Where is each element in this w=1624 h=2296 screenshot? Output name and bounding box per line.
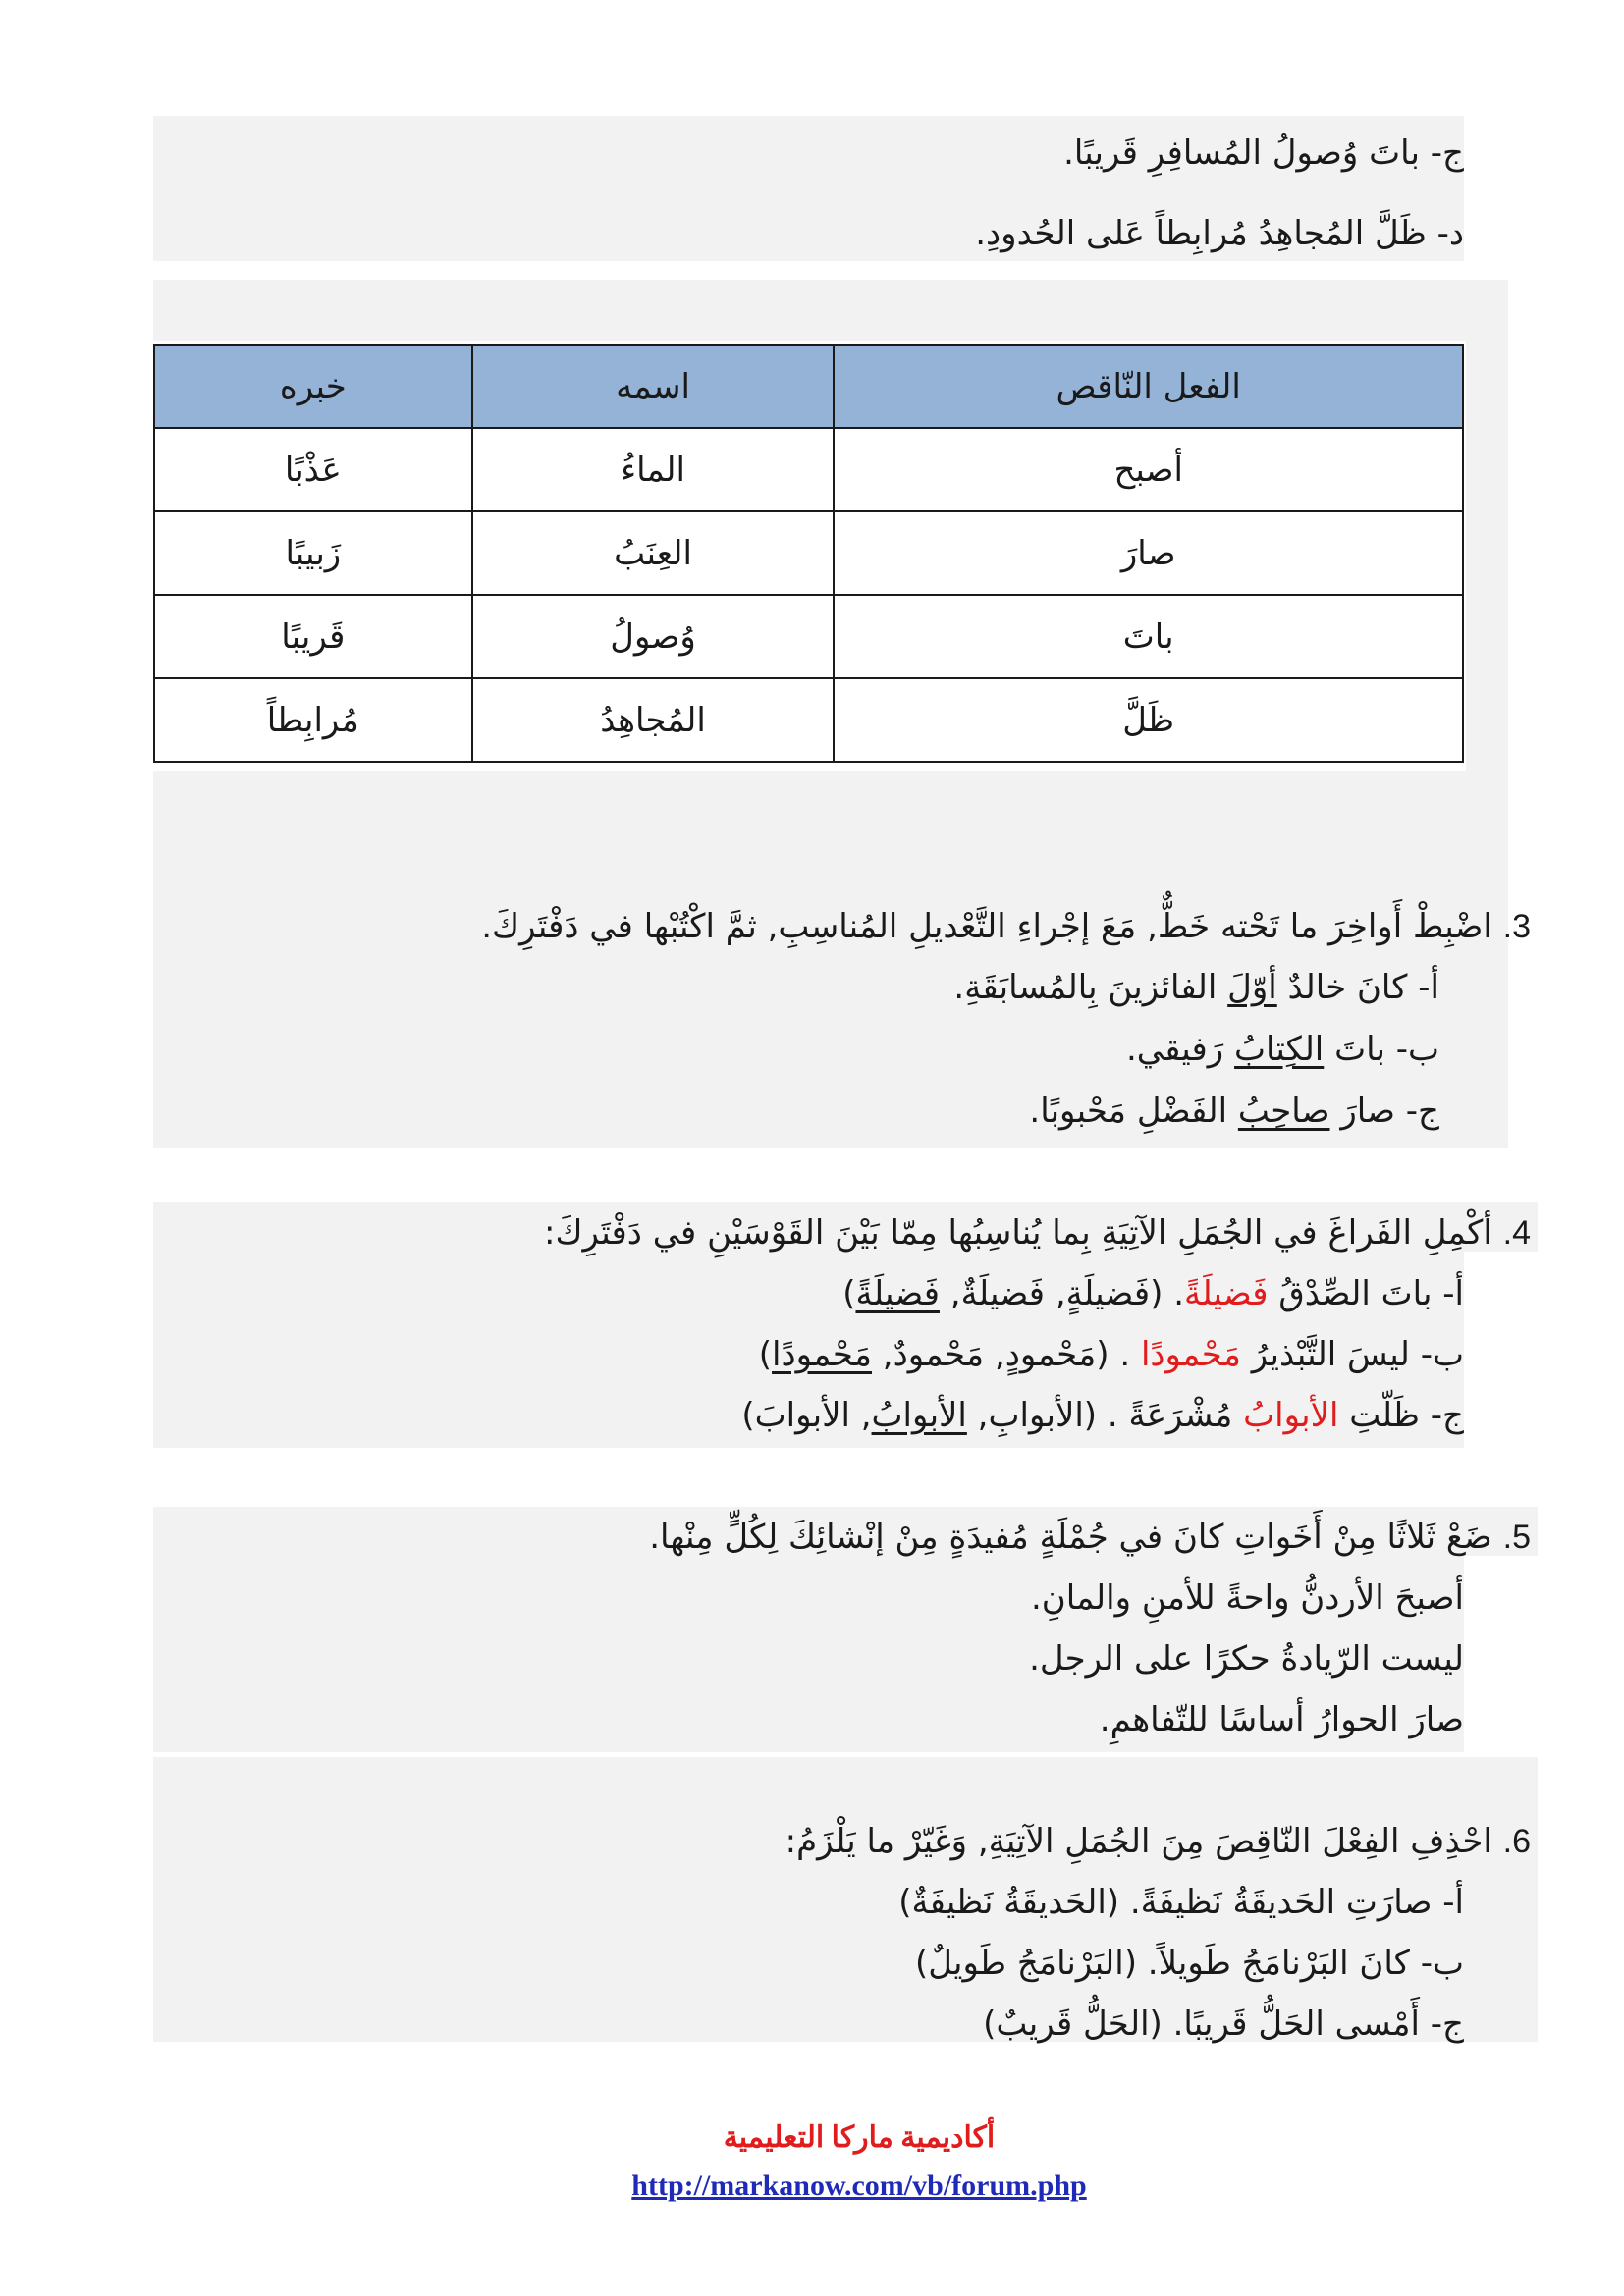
q3-a-pre: أ- كانَ خالدٌ bbox=[1276, 968, 1439, 1007]
q3-a-post: الفائزينَ بِالمُسابَقَةِ. bbox=[953, 968, 1228, 1007]
q5-prompt bbox=[649, 1514, 1531, 1561]
table-cell: الماءُ bbox=[472, 428, 835, 511]
q6-text: احْذِفِ الفِعْلَ النّاقِصَ مِنَ الجُمَلِ الآتِيَةِ, وَغَيّرْ ما يَلْزَمُ: bbox=[785, 1822, 1492, 1861]
q3-b-post: رَفيقي. bbox=[1125, 1030, 1235, 1069]
q4-item-a bbox=[842, 1270, 1464, 1317]
table-cell: المُجاهِدُ bbox=[472, 678, 835, 762]
q4-text: أكْمِلِ الفَراغَ في الجُمَلِ الآتِيَةِ بِما يُناسِبُها مِمّا بَيْنَ القَوْسَيْنِ في دَفْتَرِكَ: bbox=[544, 1213, 1492, 1253]
table-cell: ظَلَّ bbox=[834, 678, 1463, 762]
table-header-row bbox=[154, 345, 1463, 428]
table-row bbox=[154, 511, 1463, 595]
q3-item-c bbox=[1029, 1088, 1439, 1135]
q5-line-2: ليست الرّيادةُ حكرًا على الرجل. bbox=[1029, 1639, 1464, 1679]
q6-prompt bbox=[785, 1818, 1531, 1865]
q4-b-pre: ب- ليسَ التَّبْذيرُ bbox=[1240, 1335, 1464, 1374]
table-cell: قَريبًا bbox=[154, 595, 472, 678]
table-row bbox=[154, 678, 1463, 762]
header-predicate: خبره bbox=[154, 345, 472, 428]
shade-table-band-top bbox=[153, 280, 1508, 341]
table-cell: زَبيبًا bbox=[154, 511, 472, 595]
table-row bbox=[154, 428, 1463, 511]
table-cell: أصبح bbox=[834, 428, 1463, 511]
q3-c-underlined: صاحِبُ bbox=[1237, 1092, 1330, 1131]
q4-b-choices-end: ) bbox=[758, 1335, 773, 1374]
q5-text: ضَعْ ثَلاثًا مِنْ أَخَواتِ كانَ في جُمْلَةٍ مُفيدَةٍ مِنْ إنْشائِكَ لِكُلٍّ مِنْها. bbox=[649, 1518, 1492, 1557]
naqis-table bbox=[153, 344, 1464, 763]
q4-b-choice-underlined: مَحْمودًا bbox=[772, 1335, 872, 1374]
q4-b-answer: مَحْمودًا bbox=[1140, 1335, 1241, 1374]
q3-number: 3. bbox=[1502, 908, 1531, 945]
q4-c-pre: ج- ظَلّتِ bbox=[1338, 1396, 1464, 1435]
q4-c-choice-underlined: الأبوابُ bbox=[871, 1396, 967, 1435]
table-cell: العِنَبُ bbox=[472, 511, 835, 595]
q3-item-a bbox=[953, 964, 1439, 1011]
footer-link[interactable]: http://markanow.com/vb/forum.php bbox=[631, 2169, 1087, 2202]
sentence-j: ج- باتَ وُصولُ المُسافِرِ قَريبًا. bbox=[1063, 133, 1464, 173]
q4-a-choices-end: ) bbox=[842, 1274, 856, 1313]
q4-number: 4. bbox=[1502, 1214, 1531, 1252]
q4-a-choice-underlined: فَضيلَةً bbox=[855, 1274, 940, 1313]
q6-number: 6. bbox=[1502, 1823, 1531, 1860]
q5-number: 5. bbox=[1502, 1519, 1531, 1556]
q4-a-answer: فَضيلَةً bbox=[1184, 1274, 1269, 1313]
table-cell: صارَ bbox=[834, 511, 1463, 595]
q3-b-pre: ب- باتَ bbox=[1324, 1030, 1439, 1069]
q3-b-underlined: الكِتابُ bbox=[1234, 1030, 1325, 1069]
q4-item-c bbox=[741, 1392, 1464, 1439]
q6-item-a: أ- صارَتِ الحَديقَةُ نَظيفَةً. (الحَديقَةُ نَظيفَةٌ) bbox=[898, 1883, 1464, 1922]
table-cell: مُرابِطاً bbox=[154, 678, 472, 762]
q3-text: اضْبِطْ أَواخِرَ ما تَحْته خَطٌّ, مَعَ إجْراءِ التَّعْديلِ المُناسِبِ, ثمَّ اكْتُبْها في دَفْتَرِكَ. bbox=[481, 907, 1492, 946]
q4-c-choices-end: , الأبوابَ) bbox=[741, 1396, 872, 1435]
header-subject: اسمه bbox=[472, 345, 835, 428]
q3-c-post: الفَضْلِ مَحْبوبًا. bbox=[1029, 1092, 1238, 1131]
shade-mid bbox=[153, 771, 1508, 903]
table-cell: عَذْبًا bbox=[154, 428, 472, 511]
shade-table-band-right bbox=[1466, 339, 1508, 771]
table-cell: باتَ bbox=[834, 595, 1463, 678]
q4-a-choices: . (فَضيلَةٍ, فَضيلَةٌ, bbox=[939, 1274, 1185, 1313]
q4-a-pre: أ- باتَ الصِّدْقُ bbox=[1268, 1274, 1464, 1313]
q4-c-answer: الأبوابُ bbox=[1243, 1396, 1339, 1435]
q6-item-c: ج- أَمْسى الحَلُّ قَريبًا. (الحَلُّ قَريبٌ) bbox=[983, 2004, 1464, 2044]
footer-title: أكاديمية ماركا التعليمية bbox=[723, 2121, 996, 2154]
q4-prompt bbox=[544, 1209, 1531, 1256]
q4-c-choices: مُشْرَعَةً . (الأبوابِ, bbox=[966, 1396, 1244, 1435]
q5-line-1: أصبحَ الأردنُّ واحةً للأمنِ والمانِ. bbox=[1031, 1578, 1464, 1618]
table-row bbox=[154, 595, 1463, 678]
q3-c-pre: ج- صارَ bbox=[1329, 1092, 1439, 1131]
q3-a-underlined: أوّلَ bbox=[1227, 968, 1277, 1007]
table-cell: وُصولُ bbox=[472, 595, 835, 678]
q6-item-b: ب- كانَ البَرْنامَجُ طَويلاً. (البَرْنامَجُ طَويلٌ) bbox=[915, 1944, 1464, 1983]
q4-item-b bbox=[759, 1331, 1464, 1378]
header-verb: الفعل النّاقص bbox=[834, 345, 1463, 428]
q4-b-choices: . (مَحْمودٍ, مَحْمودٌ, bbox=[872, 1335, 1141, 1374]
q5-line-3: صارَ الحوارُ أساسًا للتّفاهمِ. bbox=[1099, 1700, 1464, 1739]
q3-item-b bbox=[1126, 1026, 1439, 1073]
sentence-d: د- ظَلَّ المُجاهِدُ مُرابِطاً عَلى الحُدودِ. bbox=[975, 214, 1464, 253]
q3-prompt bbox=[481, 903, 1531, 950]
